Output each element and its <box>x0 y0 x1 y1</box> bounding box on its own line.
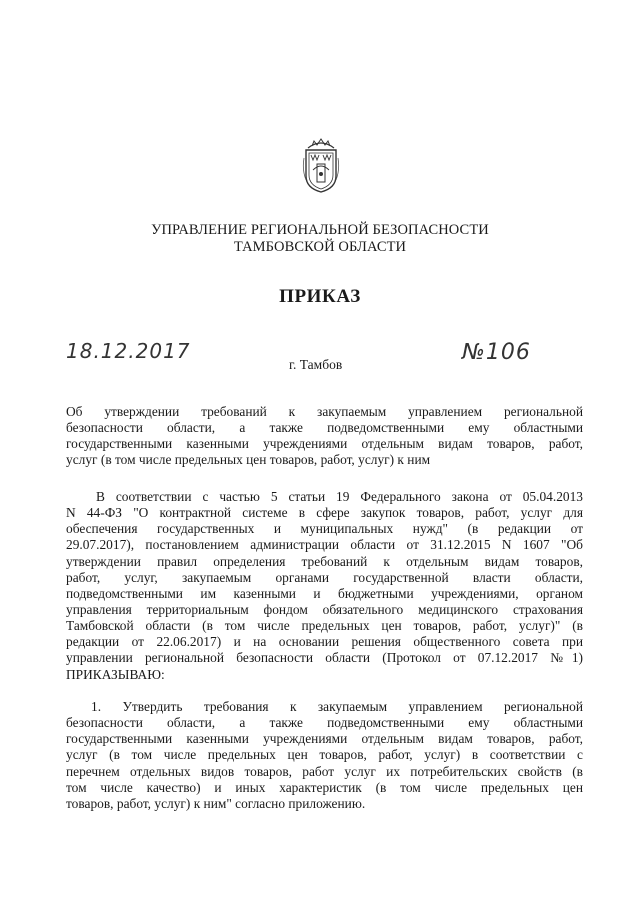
preamble-line: утверждении правил определения требований к отдельным видам товаров, <box>66 553 583 569</box>
subject-paragraph <box>66 404 583 469</box>
item-1-line: том числе качество) и иных характеристик (в том числе предельных цен <box>66 779 583 795</box>
preamble-line: 29.07.2017), постановлением администрации области от 31.12.2015 N 1607 "Об <box>66 537 583 553</box>
item-1-line: государственными казенными учреждениями отдельным видам товаров, работ, <box>66 731 583 747</box>
preamble-line: редакции от 22.06.2017) и на основании решения общественного совета при <box>66 634 583 650</box>
preamble-line: работ, услуг, закупаемым органами государственной власти области, <box>66 569 583 585</box>
order-keyword: ПРИКАЗЫВАЮ: <box>66 666 165 682</box>
organization-name-line-2: ТАМБОВСКОЙ ОБЛАСТИ <box>233 239 407 255</box>
item-1-line: товаров, работ, услуг) к ним" согласно приложению. <box>66 795 366 811</box>
item-1-line: безопасности области, а также подведомственными ему областными <box>66 715 583 731</box>
coat-of-arms-emblem <box>302 136 340 194</box>
item-1-line: 1. Утвердить требования к закупаемым управлением региональной <box>91 699 583 714</box>
preamble-line: обеспечения государственных и муниципальных нужд" (в редакции от <box>66 521 583 537</box>
preamble-line: Тамбовской области (в том числе предельных цен товаров, работ, услуг)" (в <box>66 618 583 634</box>
handwritten-date: 18.12.2017 <box>66 339 191 363</box>
preamble-line: подведомственными им казенными и бюджетными учреждениями, органом <box>66 585 583 601</box>
subject-line: Об утверждении требований к закупаемым управлением региональной <box>66 404 583 419</box>
preamble-paragraph <box>66 489 583 683</box>
item-1-paragraph <box>66 699 583 812</box>
item-1-line: перечнем отдельных видов товаров, работ услуг их потребительских свойств (в <box>66 763 583 779</box>
subject-line: услуг (в том числе предельных цен товаров, работ, услуг) к ним <box>66 452 431 468</box>
handwritten-order-number: №106 <box>462 340 531 365</box>
subject-line: государственными казенными учреждениями отдельным видам товаров, работ, <box>66 436 583 452</box>
preamble-line: управлении региональной безопасности области (Протокол от 07.12.2017 №1) <box>66 650 583 666</box>
item-1-line: услуг (в том числе предельных цен товаров, работ, услуг) в соответствии с <box>66 747 583 763</box>
preamble-line: N 44-ФЗ "О контрактной системе в сфере закупок товаров, работ, услуг для <box>66 505 583 521</box>
city-label: г. Тамбов <box>289 357 343 372</box>
subject-line: безопасности области, а также подведомственными ему областными <box>66 420 583 436</box>
organization-name-line-1: УПРАВЛЕНИЕ РЕГИОНАЛЬНОЙ БЕЗОПАСНОСТИ <box>151 222 489 238</box>
preamble-line: В соответствии с частью 5 статьи 19 Федерального закона от 05.04.2013 <box>96 489 583 504</box>
preamble-line: управления территориальным фондом обязательного медицинского страхования <box>66 601 583 617</box>
document-type-title: ПРИКАЗ <box>279 286 361 307</box>
